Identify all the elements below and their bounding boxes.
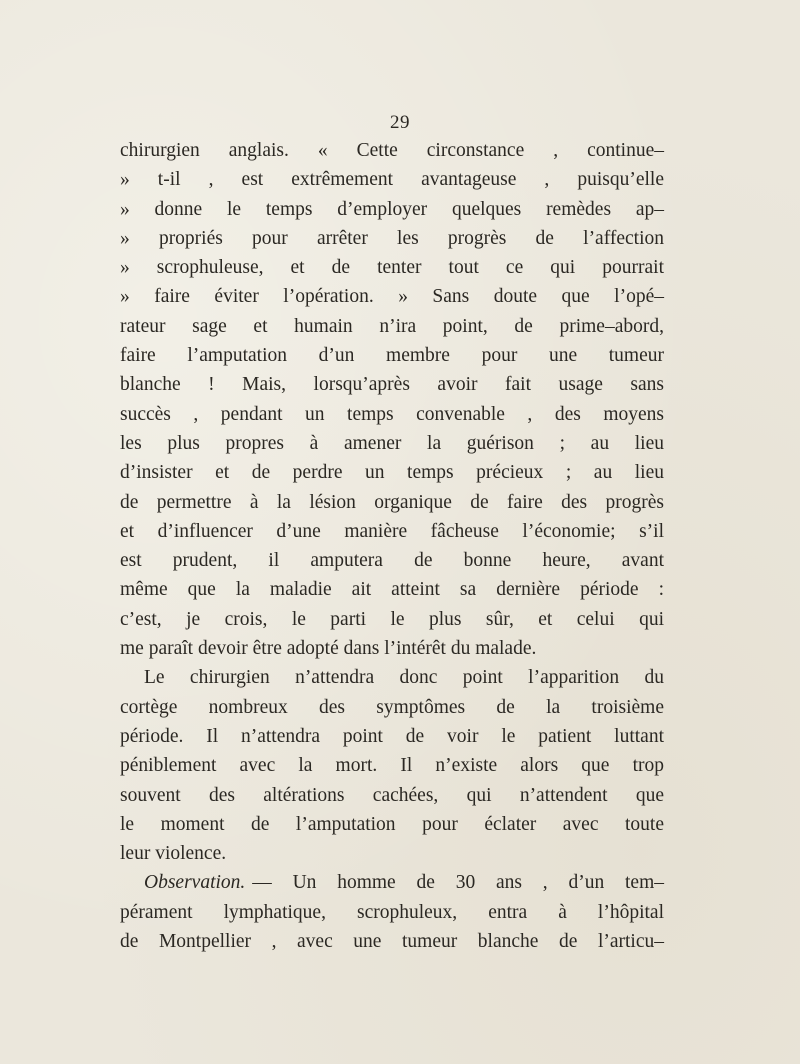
text-line: succès , pendant un temps convenable , des moyens [120,403,664,425]
observation-line [120,868,664,897]
text-line: faire l’amputation d’un membre pour une tumeur [120,345,664,367]
text-line: période. Il n’attendra point de voir le patient luttant [120,725,664,747]
text-line: de permettre à la lésion organique de faire des progrès [120,491,664,513]
text-line: d’insister et de perdre un temps précieux ; au lieu [120,462,664,484]
text-line: cortège nombreux des symptômes de la troisième [120,696,664,718]
text-line: Le chirurgien n’attendra donc point l’apparition du [144,667,664,689]
text-line: me paraît devoir être adopté dans l’intérêt du malade. [120,638,537,660]
text-line: pérament lymphatique, scrophuleux, entra à l’hôpital [120,901,664,923]
text-line: » donne le temps d’employer quelques remèdes ap– [120,198,664,220]
text-line: blanche ! Mais, lorsqu’après avoir fait usage sans [120,374,664,396]
text-line: leur violence. [120,843,227,865]
text-line: est prudent, il amputera de bonne heure, avant [120,550,664,572]
text-line: chirurgien anglais. « Cette circonstance , continue– [120,140,664,161]
text-line: » t-il , est extrêmement avantageuse , puisqu’elle [120,169,664,191]
text-line: les plus propres à amener la guérison ; au lieu [120,432,664,454]
text-line: » faire éviter l’opération. » Sans doute que l’opé– [120,286,664,308]
page-number: 29 [390,112,410,133]
observation-label: Observation. [144,872,246,894]
text-line: le moment de l’amputation pour éclater avec toute [120,813,664,835]
text-line: rateur sage et humain n’ira point, de prime–abord, [120,315,664,337]
text-line: » propriés pour arrêter les progrès de l’affection [120,227,664,249]
text-line: » scrophuleuse, et de tenter tout ce qui pourrait [120,257,664,279]
text-line: et d’influencer d’une manière fâcheuse l’économie; s’il [120,520,664,542]
text-line: de Montpellier , avec une tumeur blanche de l’articu– [120,931,664,953]
observation-text: — Un homme de 30 ans , d’un tem– [252,872,664,894]
text-line: même que la maladie ait atteint sa dernière période : [120,579,664,601]
text-line: c’est, je crois, le parti le plus sûr, et celui qui [120,608,664,630]
body-text [120,136,664,956]
text-line: souvent des altérations cachées, qui n’attendent que [120,784,664,806]
text-line: péniblement avec la mort. Il n’existe alors que trop [120,755,664,777]
